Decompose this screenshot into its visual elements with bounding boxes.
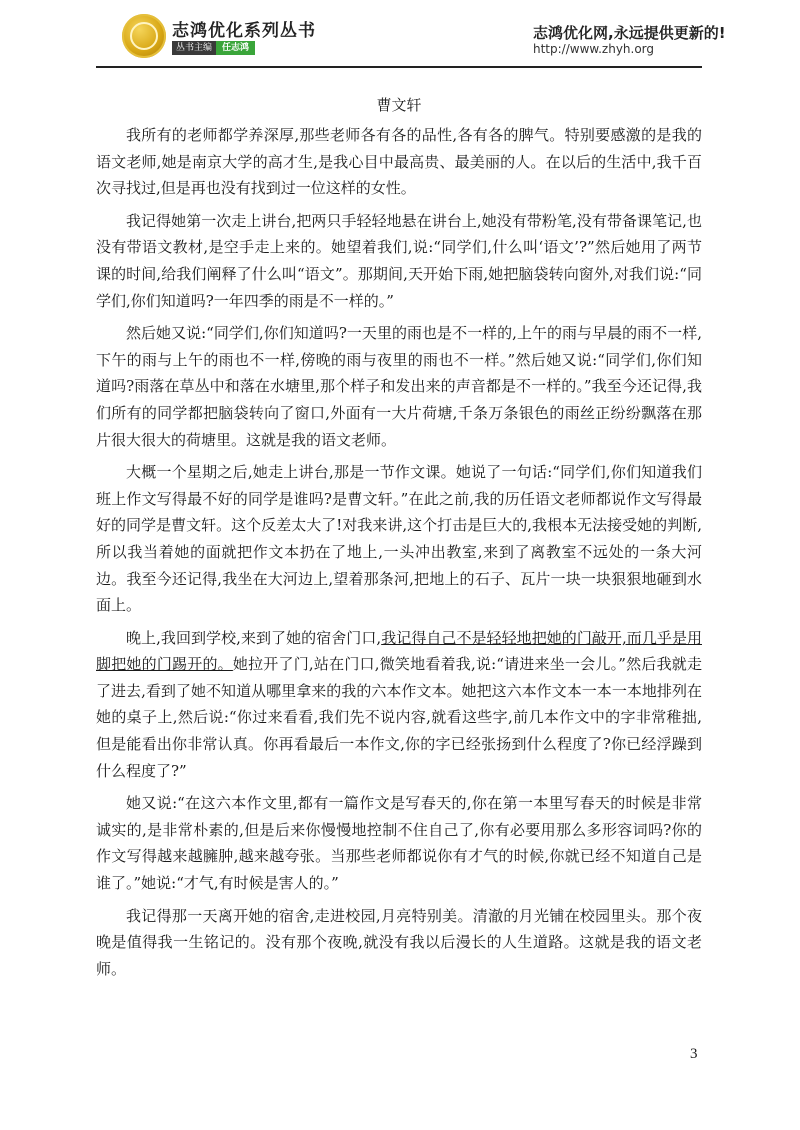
header-divider	[96, 66, 702, 68]
underlined-sentence: 我记得自己不是轻轻地把她的门敲开,而几乎是用脚把她的门踢开的。	[96, 628, 702, 674]
paragraph-4: 大概一个星期之后,她走上讲台,那是一节作文课。她说了一句话:“同学们,你们知道我们班上作文写得最不好的同学是谁吗?是曹文轩。”在此之前,我的历任语文老师都说作文写得最好的同学是曹文轩。这个反差太大了!对我来讲,这个打击是巨大的,我根本无法接受她的判断,所以我当着她的面就把作文本扔在了地上,一头冲出教室,来到了离教室不远处的一条大河边。我至今还记得,我坐在大河边上,望着那条河,把地上的石子、瓦片一块一块狠狠地砸到水面上。	[96, 463, 702, 615]
site-slogan: 志鸿优化网,永远提供更新的!	[533, 24, 726, 42]
series-title: 志鸿优化系列丛书	[172, 21, 316, 41]
site-url: http://www.zhyh.org	[533, 42, 655, 56]
editor-credit	[172, 41, 255, 55]
gold-seal-logo-icon	[122, 14, 166, 58]
paragraph-5-lead: 晚上,我回到学校,来到了她的宿舍门口,	[126, 628, 382, 647]
paragraph-1: 我所有的老师都学养深厚,那些老师各有各的品性,各有各的脾气。特别要感激的是我的语文老师,她是南京大学的高才生,是我心目中最高贵、最美丽的人。在以后的生活中,我千百次寻找过,但是再也没有找到过一位这样的女性。	[96, 126, 702, 198]
page-header	[0, 0, 800, 80]
article-title: 曹文轩	[376, 96, 422, 114]
editor-name: 任志鸿	[216, 41, 255, 55]
paragraph-6: 她又说:“在这六本作文里,都有一篇作文是写春天的,你在第一本里写春天的时候是非常诚实的,是非常朴素的,但是后来你慢慢地控制不住自己了,你有必要用那么多形容词吗?你的作文写得越来越臃肿,越来越夸张。当那些老师都说你有才气的时候,你就已经不知道自己是谁了。”她说:“才气,有时候是害人的。”	[96, 794, 702, 893]
page-number: 3	[690, 1046, 698, 1062]
editor-tag: 丛书主编	[172, 41, 216, 55]
paragraph-2: 我记得她第一次走上讲台,把两只手轻轻地悬在讲台上,她没有带粉笔,没有带备课笔记,也没有带语文教材,是空手走上来的。她望着我们,说:“同学们,什么叫‘语文’?”然后她用了两节课的时间,给我们阐释了什么叫“语文”。那期间,天开始下雨,她把脑袋转向窗外,对我们说:“同学们,你们知道吗?一年四季的雨是不一样的。”	[96, 211, 702, 310]
article-body	[96, 92, 702, 988]
paragraph-3: 然后她又说:“同学们,你们知道吗?一天里的雨也是不一样的,上午的雨与早晨的雨不一样,下午的雨与上午的雨也不一样,傍晚的雨与夜里的雨也不一样。”然后她又说:“同学们,你们知道吗?雨落在草丛中和落在水塘里,那个样子和发出来的声音都是不一样的。”我至今还记得,我们所有的同学都把脑袋转向了窗口,外面有一大片荷塘,千条万条银色的雨丝正纷纷飘落在那片很大很大的荷塘里。这就是我的语文老师。	[96, 324, 702, 449]
paragraph-7: 我记得那一天离开她的宿舍,走进校园,月亮特别美。清澈的月光铺在校园里头。那个夜晚是值得我一生铭记的。没有那个夜晚,就没有我以后漫长的人生道路。这就是我的语文老师。	[96, 906, 702, 978]
paragraph-5	[96, 625, 702, 785]
paragraph-5-rest: 她拉开了门,站在门口,微笑地看着我,说:“请进来坐一会儿。”然后我就走了进去,看到了她不知道从哪里拿来的我的六本作文本。她把这六本作文本一本一本地排列在她的桌子上,然后说:“你过来看看,我们先不说内容,就看这些字,前几本作文中的字非常稚拙,但是能看出你非常认真。你再看最后一本作文,你的字已经张扬到什么程度了?你已经浮躁到什么程度了?”	[96, 655, 702, 780]
